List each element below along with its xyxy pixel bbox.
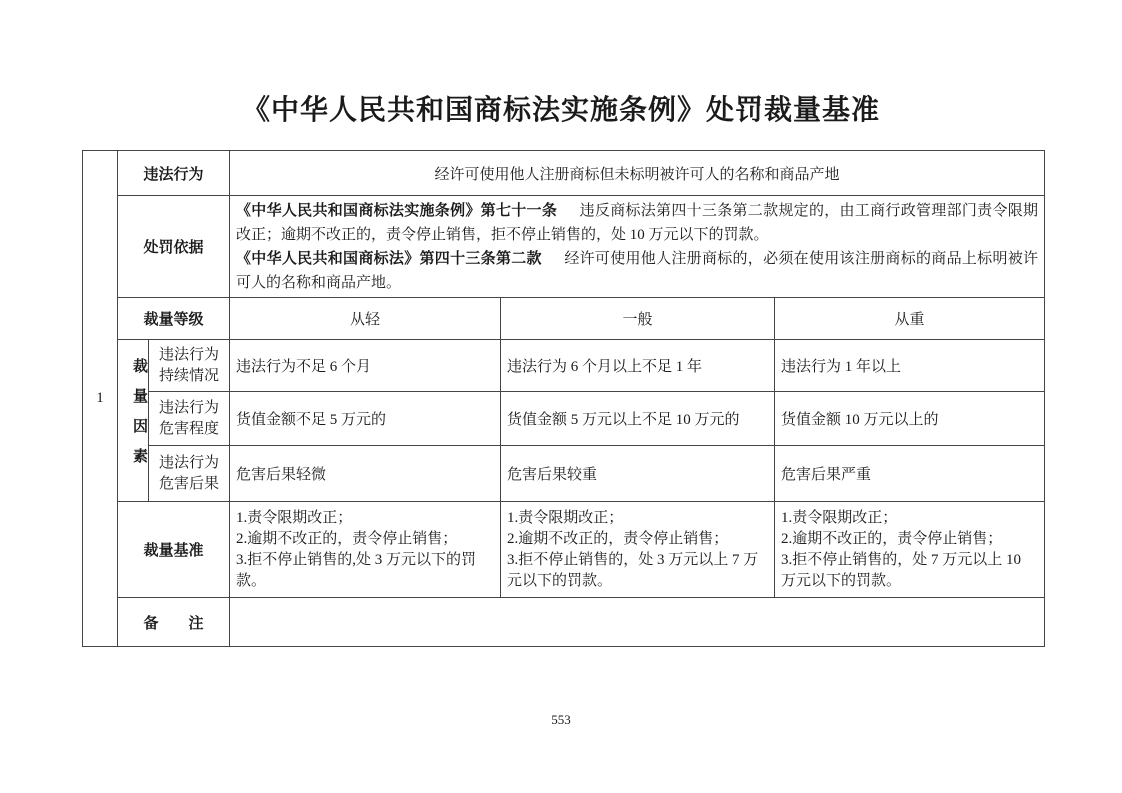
penalty-basis-content — [230, 196, 1045, 298]
page-number: 553 — [551, 712, 571, 727]
factor-duration-light: 违法行为不足 6 个月 — [230, 340, 501, 392]
factor-degree-name-line2: 危害程度 — [159, 420, 220, 437]
factor-consequence-light: 危害后果轻微 — [230, 446, 501, 502]
factor-consequence-name-line1: 违法行为 — [159, 454, 220, 471]
basis-light-line1: 1.责令限期改正； — [236, 509, 353, 526]
basis-normal-line3: 3.拒不停止销售的，处 3 万元以上 7 万元以下的罚款。 — [507, 551, 759, 589]
row-remarks — [83, 598, 1045, 647]
illegal-act-content: 经许可使用他人注册商标但未标明被许可人的名称和商品产地 — [230, 151, 1045, 196]
row-factor-consequence — [83, 446, 1045, 502]
penalty-basis-item-1 — [236, 199, 1038, 247]
discretion-factors-label — [118, 340, 149, 502]
row-discretion-basis — [83, 502, 1045, 598]
row-index-cell: 1 — [83, 151, 118, 647]
factor-duration-name — [149, 340, 230, 392]
factor-degree-light: 货值金额不足 5 万元的 — [230, 392, 501, 446]
basis-heavy-line2: 2.逾期不改正的，责令停止销售； — [781, 530, 1003, 547]
law-text-2: 经许可使用他人注册商标的，必须在使用该注册商标的商品上标明被许可人的名称和商品产地。 — [236, 250, 1039, 291]
factor-degree-normal: 货值金额 5 万元以上不足 10 万元的 — [501, 392, 775, 446]
row-discretion-level — [83, 298, 1045, 340]
factor-degree-heavy: 货值金额 10 万元以上的 — [775, 392, 1045, 446]
table-container — [82, 150, 1045, 647]
row-factor-duration — [83, 340, 1045, 392]
basis-light-line3: 3.拒不停止销售的,处 3 万元以下的罚款。 — [236, 551, 477, 589]
factor-degree-name — [149, 392, 230, 446]
factor-duration-heavy: 违法行为 1 年以上 — [775, 340, 1045, 392]
basis-normal-cell — [501, 502, 775, 598]
basis-heavy-cell — [775, 502, 1045, 598]
level-heavy-cell: 从重 — [775, 298, 1045, 340]
factor-degree-name-line1: 违法行为 — [159, 399, 220, 416]
factor-consequence-name-line2: 危害后果 — [159, 475, 220, 492]
row-illegal-act — [83, 151, 1045, 196]
remarks-content — [230, 598, 1045, 647]
penalty-basis-item-2 — [236, 247, 1038, 295]
document-title: 《中华人民共和国商标法实施条例》处罚裁量基准 — [241, 95, 880, 126]
factor-duration-normal: 违法行为 6 个月以上不足 1 年 — [501, 340, 775, 392]
factor-consequence-heavy: 危害后果严重 — [775, 446, 1045, 502]
level-normal-cell: 一般 — [501, 298, 775, 340]
basis-normal-line1: 1.责令限期改正； — [507, 509, 624, 526]
discretion-basis-label: 裁量基准 — [118, 502, 230, 598]
factor-duration-name-line1: 违法行为 — [159, 346, 220, 363]
row-factor-degree — [83, 392, 1045, 446]
row-penalty-basis — [83, 196, 1045, 298]
basis-light-cell — [230, 502, 501, 598]
remarks-label: 备 注 — [118, 598, 230, 647]
level-light-cell: 从轻 — [230, 298, 501, 340]
law-citation-1: 《中华人民共和国商标法实施条例》第七十一条 — [236, 201, 558, 219]
discretion-factors-vertical-text: 裁量因素 — [131, 358, 148, 478]
penalty-basis-label: 处罚依据 — [118, 196, 230, 298]
basis-light-line2: 2.逾期不改正的，责令停止销售； — [236, 530, 458, 547]
basis-normal-line2: 2.逾期不改正的，责令停止销售； — [507, 530, 729, 547]
penalty-discretion-table — [82, 150, 1045, 647]
law-text-1: 违反商标法第四十三条第二款规定的，由工商行政管理部门责令限期改正；逾期不改正的，责令停止销售，拒不停止销售的，处 10 万元以下的罚款。 — [236, 202, 1039, 243]
illegal-act-label: 违法行为 — [118, 151, 230, 196]
factor-consequence-name — [149, 446, 230, 502]
discretion-level-label: 裁量等级 — [118, 298, 230, 340]
law-citation-2: 《中华人民共和国商标法》第四十三条第二款 — [236, 249, 542, 267]
basis-heavy-line1: 1.责令限期改正； — [781, 509, 898, 526]
basis-heavy-line3: 3.拒不停止销售的，处 7 万元以上 10 万元以下的罚款。 — [781, 551, 1022, 589]
factor-duration-name-line2: 持续情况 — [159, 367, 220, 384]
factor-consequence-normal: 危害后果较重 — [501, 446, 775, 502]
